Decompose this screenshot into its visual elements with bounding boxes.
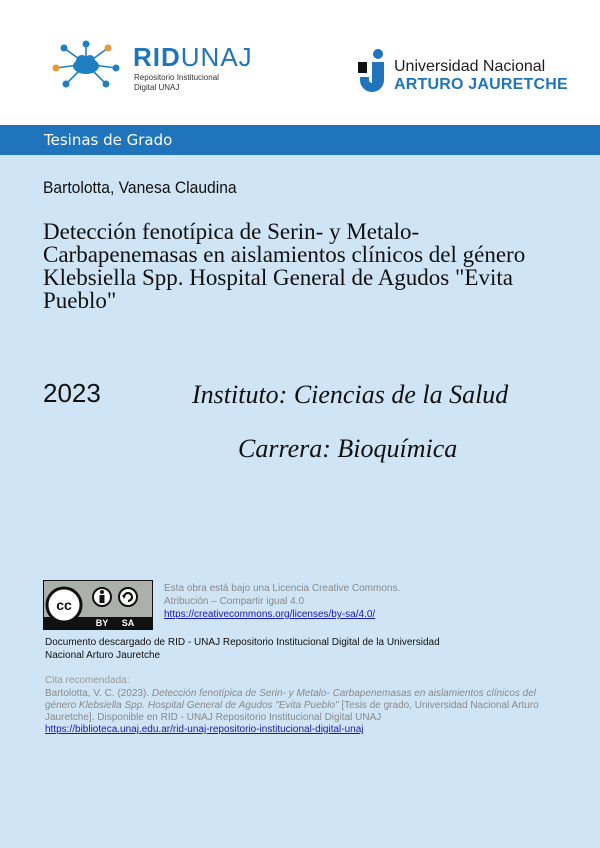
citation-label: Cita recomendada: <box>45 675 130 686</box>
document-title: Detección fenotípica de Serin- y Metalo-Carbapenemasas en aislamientos clínicos del género Klebsiella Spp. Hospital General de Agudos "Evita Pueblo" <box>43 219 526 313</box>
year: 2023 <box>43 378 101 408</box>
unaj-name-line1: Universidad Nacional <box>394 58 546 75</box>
unaj-name-line2: ARTURO JAURETCHE <box>394 76 568 93</box>
rid-subtitle: Repositorio Institucional Digital UNAJ <box>134 73 219 92</box>
repository-link[interactable]: https://biblioteca.unaj.edu.ar/rid-unaj-repositorio-institucional-digital-unaj <box>45 724 364 735</box>
license-text: Esta obra está bajo una Licencia Creative Commons. Atribución – Compartir igual 4.0 https://creativecommons.org/licenses/by-sa/4.0/ <box>164 583 401 620</box>
section-band <box>0 125 600 155</box>
by-label: BY <box>95 618 109 628</box>
rid-wordmark: RIDUNAJ <box>133 42 253 72</box>
license-link[interactable]: https://creativecommons.org/licenses/by-sa/4.0/ <box>164 609 376 620</box>
author: Bartolotta, Vanesa Claudina <box>43 178 237 197</box>
rid-network-cloud-icon <box>44 40 128 90</box>
citation: Bartolotta, V. C. (2023). Detección fenotípica de Serin- y Metalo- Carbapenemasas en aislamientos clínicos del género Klebsiella Spp. Hospital General de Agudos "Evita Pueblo" [Tesis de grado, Universidad Nacional Arturo Jauretche]. Disponible en RID - UNAJ Repositorio Institucional Digital UNAJ <box>45 688 539 723</box>
section-label: Tesinas de Grado <box>44 131 173 149</box>
download-notice: Documento descargado de RID - UNAJ Repositorio Institucional Digital de la Universidad Nacional Arturo Jauretche <box>45 637 440 661</box>
unaj-logo-icon <box>358 48 390 96</box>
header <box>0 0 600 125</box>
cc-license-badge <box>43 580 153 630</box>
cc-by-sa-icon <box>44 581 152 629</box>
cc-text: cc <box>56 597 72 613</box>
instituto: Instituto: Ciencias de la Salud <box>192 380 509 409</box>
sa-label: SA <box>121 618 135 628</box>
carrera: Carrera: Bioquímica <box>238 434 458 463</box>
